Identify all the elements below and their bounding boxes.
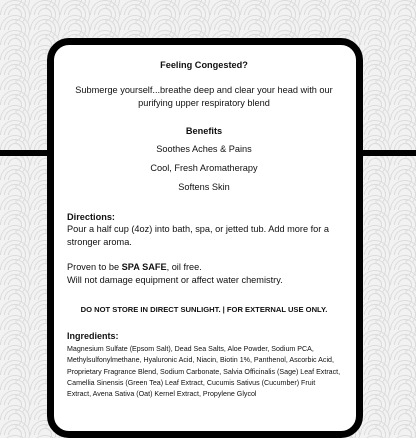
spa-safe-emphasis: SPA SAFE — [121, 261, 167, 272]
benefits-title: Benefits — [185, 125, 223, 136]
spa-safe-line — [67, 261, 341, 274]
directions-title: Directions: — [67, 211, 115, 222]
spa-safe-suffix: , oil free. — [166, 261, 202, 272]
benefit-item: Cool, Fresh Aromatherapy — [150, 162, 258, 173]
ingredients-title: Ingredients: — [67, 330, 119, 341]
spa-safe-note: Will not damage equipment or affect water chemistry. — [67, 274, 283, 285]
storage-warning: DO NOT STORE IN DIRECT SUNLIGHT. | FOR EXTERNAL USE ONLY. — [80, 304, 328, 314]
label-intro: Submerge yourself...breathe deep and clear your head with our purifying upper respiratory blend — [75, 85, 333, 109]
benefit-item: Softens Skin — [178, 181, 230, 192]
directions-text: Pour a half cup (4oz) into bath, spa, or jetted tub. Add more for a stronger aroma. — [67, 223, 329, 247]
spa-safe-prefix: Proven to be — [67, 261, 122, 272]
label-heading: Feeling Congested? — [160, 60, 248, 70]
product-label-card — [47, 38, 363, 438]
ingredients-text: Magnesium Sulfate (Epsom Salt), Dead Sea Salts, Aloe Powder, Sodium PCA, Methylsulfonylmethane, Hyaluronic Acid, Niacin, Biotin 1%, Panthenol, Ascorbic Acid, Proprietary Fragrance Blend, Sodium Carbonate, Salvia Officinalis (Sage) Leaf Extract, Camellia Sinensis (Green Tea) Leaf Extract, Cucumis Sativus (Cucumber) Fruit Extract, Avena Sativa (Oat) Kernel Extract, Propylene Glycol — [67, 344, 341, 399]
benefit-item: Soothes Aches & Pains — [156, 143, 252, 154]
